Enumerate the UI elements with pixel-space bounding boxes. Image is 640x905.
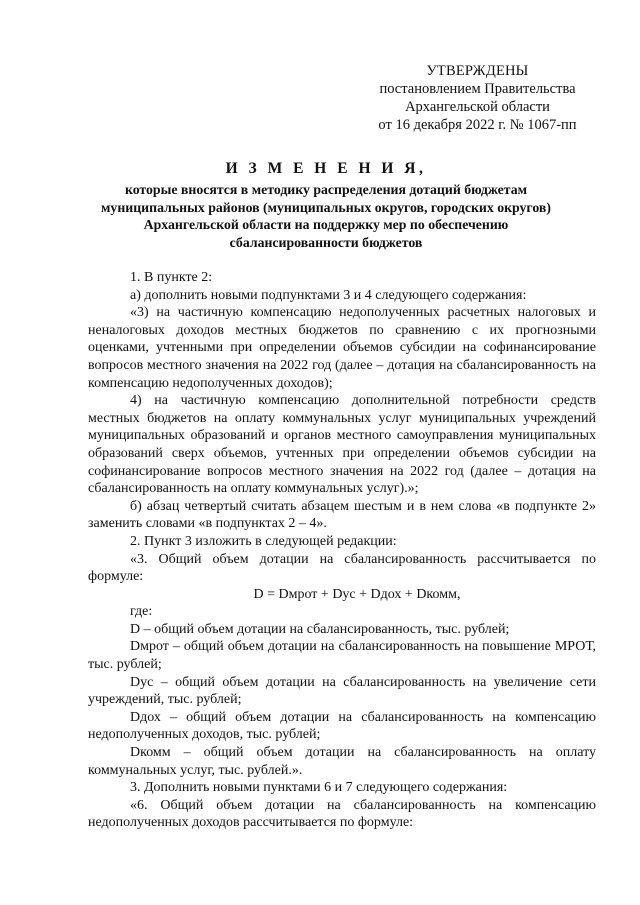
paragraph-6: 2. Пункт 3 изложить в следующей редакции: bbox=[130, 533, 397, 549]
paragraph-3: «3) на частичную компенсацию недополученных расчетных налоговых и неналоговых доходов местных бюджетов по сравнению с их прогнозными оценками, учтенными при определении объемов субсидии на софинансирование вопросов местного значения на 2022 год (далее – дотация на сбалансированность на компенсацию недополученных доходов); bbox=[88, 305, 596, 391]
definition-ddokh: Dдох – общий объем дотации на сбалансированность на компенсацию недополученных доходов, тыс. рублей; bbox=[88, 709, 596, 743]
definition-dkomm: Dкомм – общий объем дотации на сбалансированность на оплату коммунальных услуг, тыс. рублей.». bbox=[88, 745, 596, 778]
definition-dmrot: Dмрот – общий объем дотации на сбалансированность на повышение МРОТ, тыс. рублей; bbox=[88, 639, 596, 673]
paragraph-where: где: bbox=[130, 604, 153, 620]
paragraph-5: б) абзац четвертый считать абзацем шестым и в нем слова «в подпункте 2» заменить словами «в подпунктах 2 – 4». bbox=[88, 498, 596, 532]
approval-stamp bbox=[360, 62, 595, 134]
paragraph-8: 3. Дополнить новыми пунктами 6 и 7 следующего содержания: bbox=[130, 780, 508, 796]
approval-line-4: от 16 декабря 2022 г. № 1067-пп bbox=[378, 117, 577, 133]
title-subtitle: которые вносятся в методику распределения дотаций бюджетам муниципальных районов (муниципальных округов, городских округов) Архангельской области на поддержку мер по обеспечению сбалансированности бюджетов bbox=[101, 182, 551, 250]
formula-line: D = Dмрот + Dус + Dдох + Dкомм, bbox=[253, 586, 461, 602]
definition-dus: Dус – общий объем дотации на сбалансированность на увеличение сети учреждений, тыс. рублей; bbox=[88, 674, 596, 708]
document-title bbox=[88, 158, 564, 251]
definition-d: D – общий объем дотации на сбалансированность, тыс. рублей; bbox=[130, 621, 510, 637]
approval-line-2: постановлением Правительства bbox=[379, 81, 576, 97]
paragraph-4: 4) на частичную компенсацию дополнительной потребности средств местных бюджетов на оплату коммунальных услуг муниципальных учреждений муниципальных образований и органов местного самоуправления муниципальных образований сверх объемов, учтенных при определении объемов субсидии на софинансирование вопросов местного значения на 2022 год (далее – дотация на сбалансированность на оплату коммунальных услуг).»; bbox=[88, 393, 596, 497]
title-heading: И З М Е Н Е Н И Я, bbox=[225, 160, 427, 177]
paragraph-2: а) дополнить новыми подпунктами 3 и 4 следующего содержания: bbox=[130, 287, 527, 303]
paragraph-9: «6. Общий объем дотации на сбалансированность на компенсацию недополученных доходов рассчитывается по формуле: bbox=[88, 797, 596, 831]
paragraph-7: «3. Общий объем дотации на сбалансированность рассчитывается по формуле: bbox=[88, 551, 596, 585]
approval-line-3: Архангельской области bbox=[405, 99, 550, 115]
approval-line-1: УТВЕРЖДЕНЫ bbox=[426, 63, 529, 79]
paragraph-1: 1. В пункте 2: bbox=[130, 270, 213, 285]
document-body bbox=[88, 269, 596, 832]
